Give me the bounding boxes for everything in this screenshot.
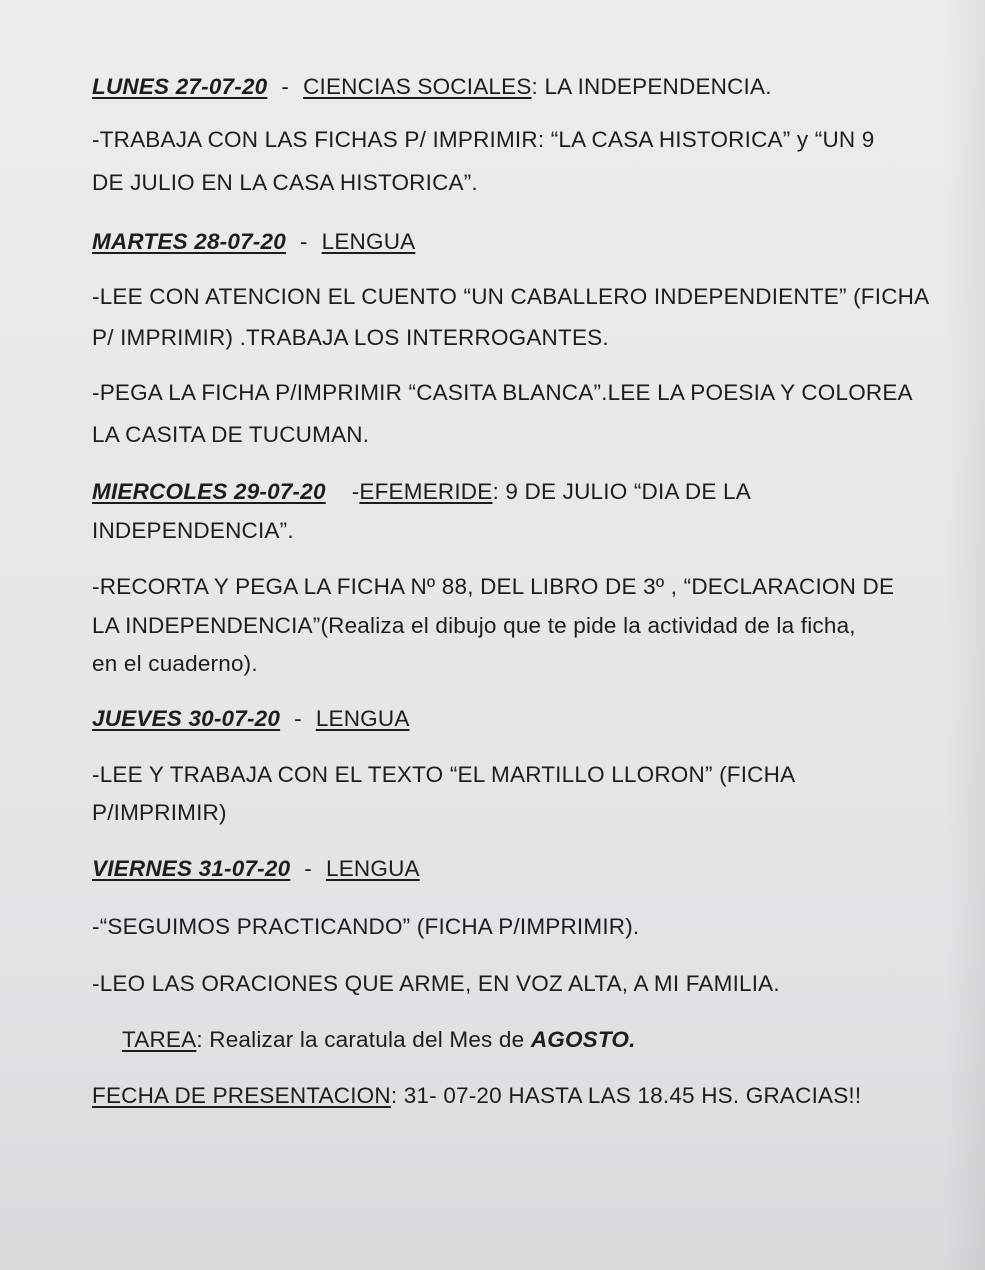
homework-line (122, 1027, 636, 1053)
homework-text: : Realizar la caratula del Mes de (196, 1027, 531, 1052)
monday-subject: CIENCIAS SOCIALES (303, 74, 532, 99)
homework-label: TAREA (122, 1027, 197, 1052)
friday-date: VIERNES 31-07-20 (92, 856, 291, 881)
tuesday-task-1-line-1: -LEE CON ATENCION EL CUENTO “UN CABALLERO INDEPENDIENTE” (FICHA (92, 284, 930, 309)
wednesday-subject: EFEMERIDE (359, 479, 493, 504)
thursday-subject: LENGUA (315, 706, 410, 731)
wednesday-heading (92, 479, 751, 505)
friday-subject: LENGUA (326, 856, 420, 881)
homework-month: AGOSTO. (530, 1027, 636, 1052)
monday-date: LUNES 27-07-20 (92, 74, 268, 99)
wednesday-task-line-3: en el cuaderno). (92, 651, 258, 676)
separator: - (299, 229, 308, 254)
thursday-date: JUEVES 30-07-20 (92, 706, 281, 731)
paper-shadow (945, 0, 985, 1270)
tuesday-task-2-line-2: LA CASITA DE TUCUMAN. (92, 422, 370, 447)
monday-task-line-2: DE JULIO EN LA CASA HISTORICA”. (92, 170, 478, 195)
tuesday-task-2-line-1: -PEGA LA FICHA P/IMPRIMIR “CASITA BLANCA”.LEE LA POESIA Y COLOREA (92, 380, 913, 405)
monday-task-line-1: -TRABAJA CON LAS FICHAS P/ IMPRIMIR: “LA CASA HISTORICA” y “UN 9 (92, 127, 875, 152)
tuesday-heading (92, 229, 415, 255)
separator: - (304, 856, 312, 881)
wednesday-dash: - (351, 479, 360, 504)
friday-task-2: -LEO LAS ORACIONES QUE ARME, EN VOZ ALTA, A MI FAMILIA. (92, 971, 780, 996)
wednesday-topic: : 9 DE JULIO “DIA DE LA (492, 479, 751, 504)
deadline-label: FECHA DE PRESENTACION (92, 1083, 391, 1108)
wednesday-task-line-1: -RECORTA Y PEGA LA FICHA Nº 88, DEL LIBRO DE 3º , “DECLARACION DE (92, 574, 895, 599)
tuesday-task-1-line-2: P/ IMPRIMIR) .TRABAJA LOS INTERROGANTES. (92, 325, 609, 350)
friday-heading (92, 856, 420, 882)
thursday-task-line-2: P/IMPRIMIR) (92, 800, 227, 825)
wednesday-topic-line-2: INDEPENDENCIA”. (92, 518, 294, 543)
deadline-text: : 31- 07-20 HASTA LAS 18.45 HS. GRACIAS!! (390, 1083, 862, 1108)
deadline-line (92, 1083, 861, 1109)
thursday-heading (92, 706, 410, 732)
monday-heading (92, 74, 772, 100)
separator: - (294, 706, 302, 731)
separator: - (281, 74, 290, 99)
tuesday-date: MARTES 28-07-20 (92, 229, 286, 254)
monday-topic: : LA INDEPENDENCIA. (531, 74, 772, 99)
tuesday-subject: LENGUA (321, 229, 416, 254)
friday-task-1: -“SEGUIMOS PRACTICANDO” (FICHA P/IMPRIMIR). (92, 914, 640, 939)
thursday-task-line-1: -LEE Y TRABAJA CON EL TEXTO “EL MARTILLO LLORON” (FICHA (92, 762, 796, 787)
wednesday-date: MIERCOLES 29-07-20 (92, 479, 326, 504)
wednesday-task-line-2: LA INDEPENDENCIA”(Realiza el dibujo que te pide la actividad de la ficha, (92, 613, 856, 638)
